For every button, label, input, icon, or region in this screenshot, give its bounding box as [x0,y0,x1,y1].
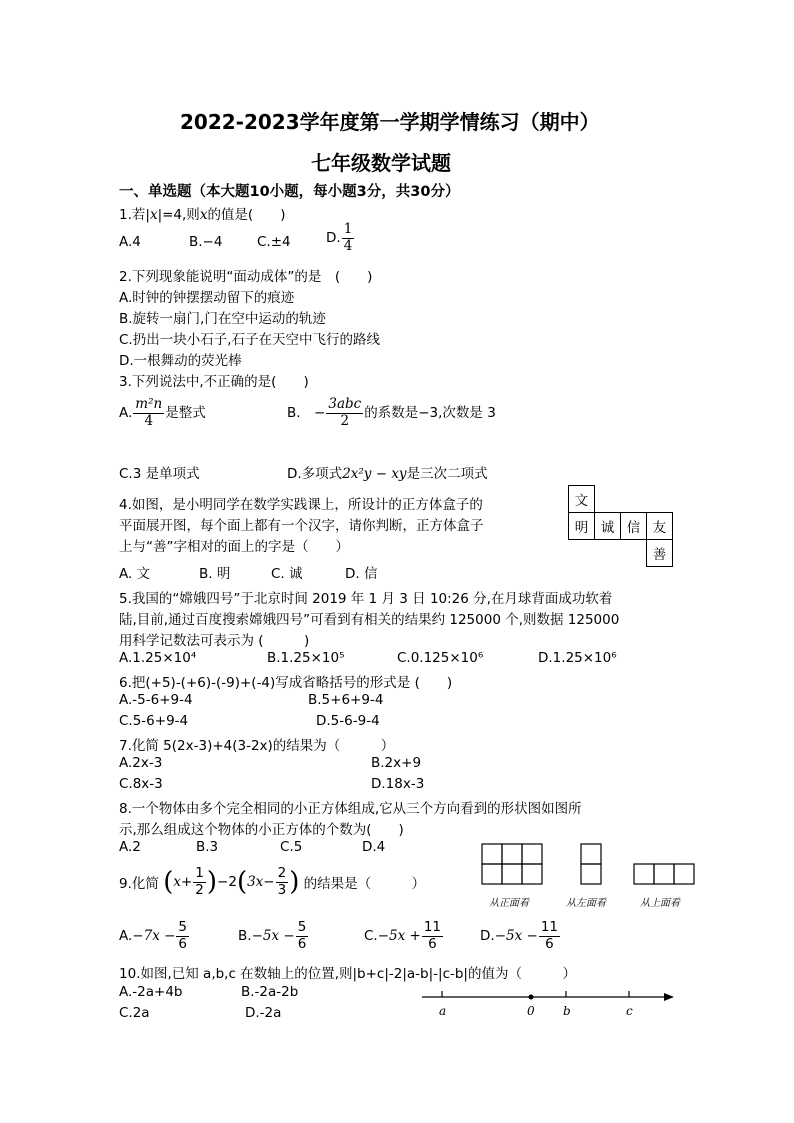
q10-option-b: B.-2a-2b [241,984,299,1000]
number-line-arrow [664,993,674,1001]
q5-line1: 5.我国的“嫦娥四号”于北京时间 2019 年 1 月 3 日 10:26 分,在月球背面成功软着 [119,591,613,607]
net-face-you: 友 [647,513,673,540]
q10-stem: 10.如图,已知 a,b,c 在数轴上的位置,则|b+c|-2|a-b|-|c-b|的值为（ ） [119,966,576,982]
front-view-cell [482,864,502,884]
q4-option-a: A. 文 [119,566,151,582]
q7-option-b: B.2x+9 [371,755,422,771]
q7-option-d: D.18x-3 [371,776,425,792]
q3-option-a: A. $\frac{\text{m²n}}{4}$ 是整式 [119,396,206,429]
q4-line3: 上与“善”字相对的面上的字是（ ） [119,539,349,555]
caption-front-view: 从正面看 [489,898,529,909]
cube-net-figure [568,485,673,567]
front-view-cell [502,864,522,884]
q8-option-a: A.2 [119,839,141,855]
q2-option-b: B.旋转一扇门,门在空中运动的轨迹 [119,311,326,327]
q5-option-a: A.1.25×10⁴ [119,650,197,666]
q5-line3: 用科学记数法可表示为 ( ) [119,633,310,649]
net-face-ming: 明 [569,513,595,540]
q8-option-d: D.4 [362,839,386,855]
net-face-cheng: 诚 [595,513,621,540]
front-view-cell [482,844,502,864]
q8-line1: 8.一个物体由多个完全相同的小正方体组成,它从三个方向看到的形状图如图所 [119,801,582,817]
net-face-xin: 信 [621,513,647,540]
q4-option-d: D. 信 [345,566,378,582]
q1-stem: 1.若|x|=4,则x的值是( ) [119,207,286,223]
q9-option-a: A.−7x − $\frac{5}{6}$ [119,919,188,952]
q1-option-b: B.−4 [189,234,223,250]
q3-option-b: B. − $\frac{\text{3abc}}{2}$ 的系数是−3,次数是 3 [287,396,496,429]
page-subtitle: 七年级数学试题 [311,151,451,175]
q4-option-c: C. 诚 [271,566,303,582]
page-title: 2022-2023学年度第一学期学情练习（期中） [180,110,600,134]
q8-option-b: B.3 [196,839,219,855]
q9-stem: 9.化简 (x+ $\frac{1}{2}$ )−2(3x− $\frac{2}{3}$ ) 的结果是（ ） [119,865,426,898]
q10-option-a: A.-2a+4b [119,984,183,1000]
left-view-cell [581,864,601,884]
q1-option-c: C.±4 [257,234,291,250]
q2-option-a: A.时钟的钟摆摆动留下的痕迹 [119,290,295,306]
top-view-cell [654,864,674,884]
net-face-wen: 文 [569,486,595,513]
q3-stem: 3.下列说法中,不正确的是( ) [119,374,309,390]
top-view-cell [674,864,694,884]
q9-option-b: B.−5x − $\frac{5}{6}$ [238,919,307,952]
q2-stem: 2.下列现象能说明“面动成体”的是 ( ) [119,269,373,285]
q1-option-d: D. $\frac{1}{4}$ [326,221,353,254]
label-b: b [563,1004,571,1018]
q8-option-c: C.5 [280,839,303,855]
q7-option-c: C.8x-3 [119,776,163,792]
q3-option-d: D.多项式2x²y − xy是三次二项式 [287,466,488,482]
section-heading: 一、单选题（本大题10小题，每小题3分，共30分） [119,184,460,200]
q6-option-d: D.5-6-9-4 [316,713,380,729]
q4-line1: 4.如图，是小明同学在数学实践课上，所设计的正方体盒子的 [119,497,483,513]
q7-stem: 7.化简 5(2x-3)+4(3-2x)的结果为（ ） [119,738,395,754]
q3-option-c: C.3 是单项式 [119,466,200,482]
q2-option-c: C.扔出一块小石子,石子在天空中飞行的路线 [119,332,381,348]
number-line-figure [418,985,680,1021]
left-view-cell [581,844,601,864]
front-view-cell [522,864,542,884]
q9-option-d: D.−5x − $\frac{11}{6}$ [480,919,558,952]
label-c: c [626,1004,633,1018]
q4-option-b: B. 明 [199,566,231,582]
top-view-cell [634,864,654,884]
caption-left-view: 从左面看 [566,898,606,909]
q5-option-b: B.1.25×10⁵ [267,650,345,666]
q10-option-d: D.-2a [245,1005,282,1021]
q8-line2: 示,那么组成这个物体的小正方体的个数为( ) [119,822,404,838]
q9-option-c: C.−5x + $\frac{11}{6}$ [364,919,442,952]
q5-option-c: C.0.125×10⁶ [397,650,484,666]
q5-option-d: D.1.25×10⁶ [538,650,617,666]
label-a: a [439,1004,447,1018]
q4-line2: 平面展开图，每个面上都有一个汉字，请你判断，正方体盒子 [119,518,484,534]
front-view-cell [522,844,542,864]
origin-dot [529,995,534,1000]
q6-option-b: B.5+6+9-4 [308,692,384,708]
net-face-shan: 善 [647,540,673,567]
q2-option-d: D.一根舞动的荧光棒 [119,353,242,369]
q6-option-c: C.5-6+9-4 [119,713,189,729]
caption-top-view: 从上面看 [640,898,680,909]
q10-option-c: C.2a [119,1005,150,1021]
front-view-cell [502,844,522,864]
q6-option-a: A.-5-6+9-4 [119,692,193,708]
q6-stem: 6.把(+5)-(+6)-(-9)+(-4)写成省略括号的形式是 ( ) [119,675,453,691]
q1-option-a: A.4 [119,234,141,250]
q5-line2: 陆,目前,通过百度搜索嫦娥四号”可看到有相关的结果约 125000 个,则数据 125000 [119,612,620,628]
label-zero: 0 [527,1004,535,1018]
q7-option-a: A.2x-3 [119,755,163,771]
